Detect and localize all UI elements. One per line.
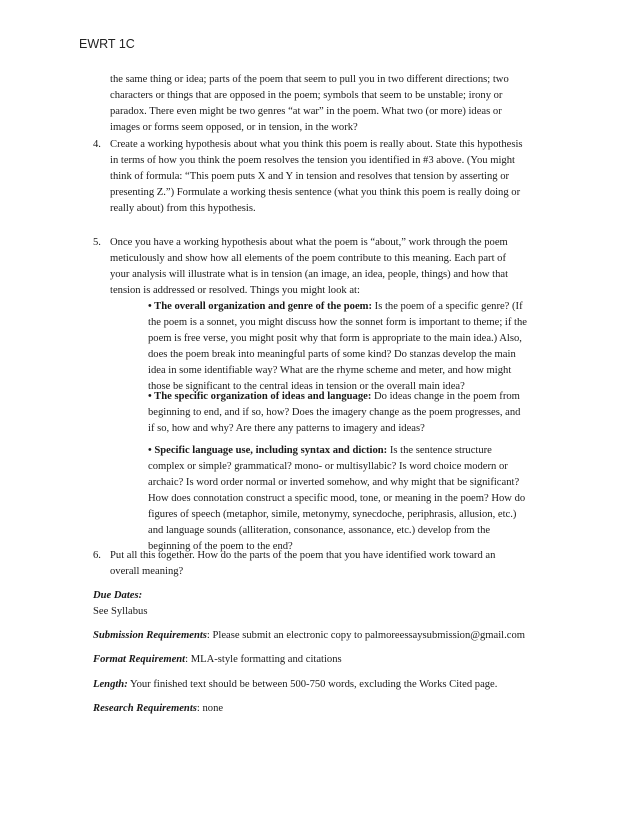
text-line: meticulously and show how all elements of the poem contribute to this meaning. Each part of <box>110 253 506 264</box>
sub-point-ideas-language <box>148 389 578 437</box>
sub-text: Is the poem of a specific genre? (If <box>372 301 523 312</box>
sub-heading: • Specific language use, including syntax and diction: <box>148 445 388 456</box>
text-line: characters or things that are opposed in the poem; symbols that seem to be unstable; irony or <box>110 90 503 101</box>
text-line: Create a working hypothesis about what you think this poem is really about. State this hypothesis <box>110 139 523 150</box>
text-line: idea in some identifiable way? What are the rhyme scheme and meter, and how might <box>148 365 512 376</box>
item-number-5: 5. <box>93 237 101 248</box>
due-dates-value: See Syllabus <box>93 606 148 617</box>
length-requirement <box>93 677 583 693</box>
length-label: Length: <box>93 679 128 690</box>
sub-point-syntax-diction <box>148 443 578 555</box>
text-line: poem is free verse, you might posit why that form is appropriate to the main idea.) Also, <box>148 333 522 344</box>
sub-point-organization-genre <box>148 299 578 395</box>
item-5-paragraph <box>110 235 580 299</box>
page-header: EWRT 1C <box>79 37 135 51</box>
sub-text: Do ideas change in the poem from <box>371 391 520 402</box>
text-line: your analysis will illustrate what is in tension (an image, an idea, people, things) and how that <box>110 269 509 280</box>
submission-label: Submission Requirements <box>93 630 207 641</box>
research-label: Research Requirements <box>93 703 197 714</box>
text-line: the poem is a sonnet, you might discuss how the sonnet form is important to theme; if the <box>148 317 527 328</box>
text-line: if so, how and why? Are there any patterns to imagery and ideas? <box>148 423 425 434</box>
text-line: really about) from this hypothesis. <box>110 203 256 214</box>
text-line <box>148 443 578 459</box>
item-6-paragraph <box>110 548 580 580</box>
text-line <box>148 389 578 405</box>
sub-heading: • The specific organization of ideas and language: <box>148 391 372 402</box>
intro-paragraph <box>110 72 580 136</box>
item-4-paragraph <box>110 137 580 217</box>
text-line: tension is addressed or resolved. Things you might look at: <box>110 285 360 296</box>
format-requirement <box>93 652 583 668</box>
research-requirements <box>93 701 583 717</box>
item-number-6: 6. <box>93 550 101 561</box>
text-line: think of formula: “This poem puts X and Y in tension and resolves that tension by asserting or <box>110 171 510 182</box>
text-line: and language sounds (alliteration, consonance, assonance, etc.) develop from the <box>148 525 491 536</box>
text-line: complex or simple? grammatical? mono- or multisyllabic? Is word choice modern or <box>148 461 508 472</box>
text-line: overall meaning? <box>110 566 184 577</box>
text-line: paradox. There even might be two genres “at war” in the poem. What two (or more) ideas or <box>110 106 502 117</box>
text-line: images or forms seem opposed, or in tension, in the work? <box>110 122 358 133</box>
text-line: the same thing or idea; parts of the poem that seem to pull you in two different directions; two <box>110 74 509 85</box>
text-line: Put all this together. How do the parts of the poem that you have identified work toward an <box>110 550 496 561</box>
text-line: those be significant to the central ideas in tension or the overall main idea? <box>148 381 465 392</box>
text-line: archaic? Is word order normal or inverted somehow, and why might that be significant? <box>148 477 520 488</box>
submission-value: : Please submit an electronic copy to palmoreessaysubmission@gmail.com <box>206 630 526 641</box>
due-dates <box>93 588 583 620</box>
length-value: Your finished text should be between 500-750 words, excluding the Works Cited page. <box>127 679 498 690</box>
sub-text: Is the sentence structure <box>387 445 492 456</box>
text-line: figures of speech (metaphor, simile, metonymy, synecdoche, periphrasis, allusion, etc.) <box>148 509 517 520</box>
text-line: does the poem break into meaningful parts of some kind? Do stanzas develop the main <box>148 349 516 360</box>
text-line: presenting Z.”) Formulate a working thesis sentence (what you think this poem is really doing or <box>110 187 521 198</box>
sub-heading: • The overall organization and genre of the poem: <box>148 301 373 312</box>
text-line: How does connotation construct a specific mood, tone, or meaning in the poem? How do <box>148 493 526 504</box>
item-number-4: 4. <box>93 139 101 150</box>
format-value: : MLA-style formatting and citations <box>185 654 342 665</box>
due-dates-label: Due Dates: <box>93 590 143 601</box>
text-line: beginning to end, and if so, how? Does the imagery change as the poem progresses, and <box>148 407 521 418</box>
submission-requirements <box>93 628 583 644</box>
text-line: in terms of how you think the poem resolves the tension you identified in #3 above. (You might <box>110 155 515 166</box>
format-label: Format Requirement <box>93 654 186 665</box>
text-line: beginning of the poem to the end? <box>148 541 293 552</box>
research-value: : none <box>196 703 224 714</box>
text-line <box>148 299 578 315</box>
text-line: Once you have a working hypothesis about what the poem is “about,” work through the poem <box>110 237 508 248</box>
